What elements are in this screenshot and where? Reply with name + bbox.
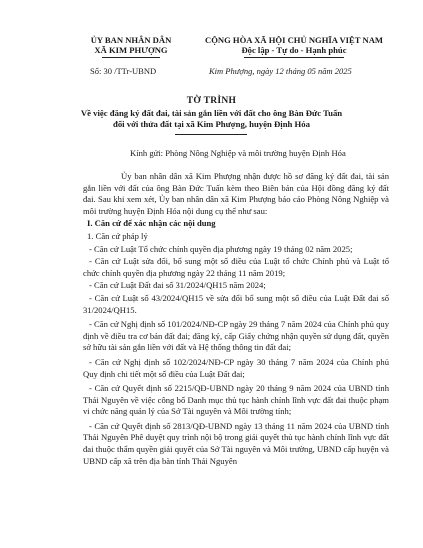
subsection-heading: 1. Căn cứ pháp lý bbox=[87, 230, 148, 241]
agency-line-1: ỦY BAN NHÂN DÂN bbox=[90, 35, 172, 45]
subject-line-1: Về việc đăng ký đất đai, tài sản gắn liền với đất cho ông Bàn Đức Tuấn bbox=[80, 108, 343, 118]
legal-basis-item: - Căn cứ Luật sửa đổi, bổ sung một số điều của Luật tổ chức Chính phủ và Luật tổ chức chính quyền địa phương ngày 22 tháng 11 năm 2019; bbox=[83, 256, 389, 278]
legal-basis-item: - Căn cứ Nghị định số 102/2024/NĐ-CP ngày 30 tháng 7 năm 2024 của Chính phủ Quy định chi tiết một số điều của Luật Đất đai; bbox=[83, 356, 389, 379]
subject-underline bbox=[175, 134, 247, 135]
legal-basis-item: - Căn cứ Luật Tổ chức chính quyền địa phương ngày 19 tháng 02 năm 2025; bbox=[89, 243, 353, 254]
legal-basis-item: - Căn cứ Luật số 43/2024/QH15 về sửa đổi bổ sung một số điều của Luật Đất đai số 31/2024/QH15. bbox=[83, 292, 389, 315]
subject-line-2: đối với thửa đất tại xã Kim Phượng, huyện Định Hóa bbox=[113, 119, 310, 129]
legal-basis-item: - Căn cứ Quyết định số 2813/QĐ-UBND ngày 13 tháng 11 năm 2024 của UBND tỉnh Thái Nguyên Phê duyệt quy trình nội bộ trong giải quyết thủ tục hành chính lĩnh vực đất đai thuộc thẩm quyền giải quyết của Sở Tài nguyên và Môi trường, UBND cấp huyện và UBND cấp xã trên địa bàn tỉnh Thái Nguyên bbox=[83, 420, 389, 466]
agency-underline bbox=[102, 57, 160, 58]
document-body bbox=[83, 171, 389, 467]
intro-paragraph: Ủy ban nhân dân xã Kim Phượng nhận được hồ sơ đăng ký đất đai, tài sản gắn liền với đất của ông Bàn Đức Tuấn kèm theo Biên bản của Hội đồng đăng ký đất đai. Sau khi xem xét, Ủy ban nhân dân xã Kim Phượng báo cáo Phòng Nông Nghiệp và môi trường huyện Định Hóa nội dung cụ thể như sau: bbox=[83, 171, 389, 216]
legal-basis-item: - Căn cứ Luật Đất đai số 31/2024/QH15 năm 2024; bbox=[89, 280, 266, 291]
motto-underline bbox=[244, 57, 344, 58]
legal-basis-item: - Căn cứ Nghị định số 101/2024/NĐ-CP ngày 29 tháng 7 năm 2024 của Chính phủ quy định về điều tra cơ bản đất đai; đăng ký, cấp Giấy chứng nhận quyền sử dụng đất, quyền sở hữu tài sản gắn liền với đất và Hệ thống thông tin đất đai; bbox=[83, 319, 389, 353]
legal-basis-item: - Căn cứ Quyết định số 2215/QĐ-UBND ngày 20 tháng 9 năm 2024 của UBND tỉnh Thái Nguyên về việc công bố Danh mục thủ tục hành chính lĩnh vực đất đai thuộc phạm vi chức năng quản lý của Sở Tài nguyên và Môi trường tỉnh; bbox=[83, 383, 389, 417]
document-title: TỜ TRÌNH bbox=[186, 96, 237, 106]
document-subject bbox=[60, 108, 363, 130]
issuing-agency bbox=[66, 35, 196, 55]
document-number: Số: 30 /TTr-UBND bbox=[90, 66, 157, 76]
motto-line: Độc lập - Tự do - Hạnh phúc bbox=[241, 45, 347, 55]
section-heading: I. Căn cứ để xác nhận các nội dung bbox=[87, 218, 216, 229]
recipient-line: Kính gửi: Phòng Nông Nghiệp và môi trường huyện Định Hóa bbox=[130, 148, 346, 158]
national-motto bbox=[196, 35, 392, 55]
country-name: CỘNG HÒA XÃ HỘI CHỦ NGHĨA VIỆT NAM bbox=[204, 35, 384, 45]
date-line: Kim Phượng, ngày 12 tháng 05 năm 2025 bbox=[209, 66, 352, 76]
agency-line-2: XÃ KIM PHƯỢNG bbox=[94, 45, 168, 55]
